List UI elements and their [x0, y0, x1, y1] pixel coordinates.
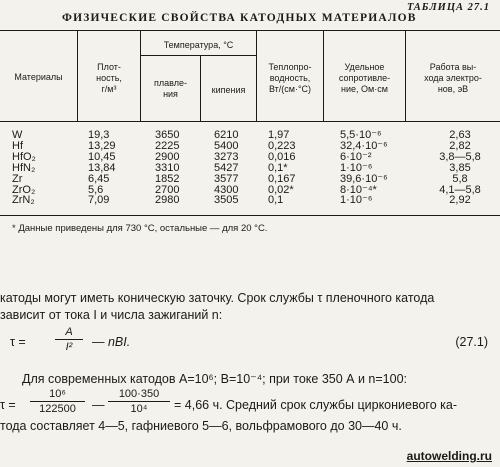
cell: 5400: [214, 139, 239, 152]
cell: 3310: [155, 161, 180, 174]
table-top-rule: [0, 30, 500, 31]
cell: 7,09: [88, 194, 110, 207]
formula2-denominator-1: 122500: [39, 403, 76, 415]
column-work-function: [420, 130, 500, 206]
cell: 8·10⁻⁴*: [340, 183, 377, 196]
cell: W: [12, 129, 23, 141]
formula-number: (27.1): [455, 335, 488, 349]
header-boiling: кипения: [211, 85, 246, 95]
cell: 1·10⁻⁶: [340, 194, 373, 207]
cell: 2,63: [449, 129, 471, 141]
cell: 0,1*: [268, 161, 288, 174]
column-melting: [155, 130, 200, 206]
paragraph-line: Для современных катодов A=10⁶; B=10⁻⁴; при токе 350 А и n=100:: [22, 372, 407, 386]
cell: 2225: [155, 139, 180, 152]
cell: 1852: [155, 172, 180, 185]
cell: 4300: [214, 183, 239, 196]
cell: 10,45: [88, 150, 116, 163]
cell: 0,1: [268, 194, 284, 207]
cell: 3505: [214, 194, 239, 207]
cell: 13,29: [88, 139, 116, 152]
cell: HfN₂: [12, 161, 36, 174]
table-caption: ТАБЛИЦА 27.1: [407, 2, 490, 13]
cell: 3,8—5,8: [439, 150, 481, 163]
cell: 5,6: [88, 183, 104, 196]
cell: 0,016: [268, 150, 296, 163]
column-material: [12, 130, 72, 206]
cell: 1,97: [268, 129, 290, 141]
cell: Hf: [12, 139, 23, 152]
cell: 13,84: [88, 161, 116, 174]
cell: 5,5·10⁻⁶: [340, 129, 382, 141]
cell: 0,167: [268, 172, 296, 185]
header-melting: плавле- ния: [154, 78, 187, 99]
cell: 2700: [155, 183, 180, 196]
table-footnote: * Данные приведены для 730 °С, остальные — для 20 °С.: [12, 223, 268, 234]
cell: 2,82: [449, 139, 471, 152]
formula2-rest: = 4,66 ч. Средний срок службы циркониевого ка-: [174, 398, 457, 412]
header-temperature: Температура, °С: [163, 40, 234, 50]
formula-fraction: [55, 326, 83, 353]
cell: 5427: [214, 161, 239, 174]
column-resistivity: [340, 130, 405, 206]
cell: 0,02*: [268, 183, 294, 196]
table-title: ФИЗИЧЕСКИЕ СВОЙСТВА КАТОДНЫХ МАТЕРИАЛОВ: [62, 12, 417, 24]
cell: ZrO₂: [12, 183, 36, 196]
column-boiling: [214, 130, 256, 206]
cell: 6,45: [88, 172, 110, 185]
header-material: Материалы: [14, 72, 63, 82]
header-work-function: Работа вы- хода электро- нов, эВ: [424, 62, 482, 94]
cell: 32,4·10⁻⁶: [340, 139, 388, 152]
cell: 0,223: [268, 139, 296, 152]
formula2-numerator-1: 10⁶: [49, 388, 66, 400]
formula2-fraction-1: [30, 388, 85, 415]
formula2-lhs: τ =: [0, 398, 16, 412]
fraction-bar: [55, 339, 83, 340]
cell: 2,92: [449, 194, 471, 207]
formula-lhs: τ =: [10, 335, 26, 349]
cell: 6210: [214, 129, 239, 141]
fraction-bar: [108, 401, 170, 402]
watermark-link[interactable]: autowelding.ru: [406, 449, 492, 463]
temperature-subrule: [140, 55, 256, 56]
formula-rest: — nBI.: [92, 335, 131, 349]
column-conductivity: [268, 130, 323, 206]
header-conductivity: Теплопро- водность, Вт/(см·°С): [268, 62, 312, 94]
paragraph-line: зависит от тока I и числа зажиганий n:: [0, 308, 223, 322]
cell: ZrN₂: [12, 194, 35, 207]
cell: 19,3: [88, 129, 110, 141]
cell: 2900: [155, 150, 180, 163]
header-bottom-rule: [0, 121, 500, 122]
cell: 5,8: [452, 172, 468, 185]
table-bottom-rule: [0, 215, 500, 216]
cell: 3,85: [449, 161, 471, 174]
column-density: [88, 130, 138, 206]
cell: 39,6·10⁻⁶: [340, 172, 388, 185]
cell: HfO₂: [12, 150, 36, 163]
paragraph-line: тода составляет 4—5, гафниевого 5—6, вольфрамового до 30—40 ч.: [0, 419, 402, 433]
cell: 4,1—5,8: [439, 183, 481, 196]
cell: 2980: [155, 194, 180, 207]
cell: 1·10⁻⁶: [340, 161, 373, 174]
formula2-fraction-2: [108, 388, 170, 415]
cell: Zr: [12, 172, 23, 185]
cell: 6·10⁻²: [340, 150, 372, 163]
formula2-numerator-2: 100·350: [118, 388, 160, 400]
header-density: Плот- ность, г/м³: [96, 62, 122, 94]
fraction-bar: [30, 401, 85, 402]
cell: 3650: [155, 129, 180, 141]
formula-denominator: I²: [65, 341, 73, 353]
cell: 3577: [214, 172, 239, 185]
formula2-minus: —: [92, 398, 105, 412]
header-resistivity: Удельное сопротивле- ние, Ом·см: [338, 62, 391, 94]
formula-numerator: A: [65, 326, 73, 338]
cell: 3273: [214, 150, 239, 163]
formula2-denominator-2: 10⁴: [130, 403, 148, 415]
paragraph-line: катоды могут иметь коническую заточку. Срок службы τ пленочного катода: [0, 291, 435, 305]
